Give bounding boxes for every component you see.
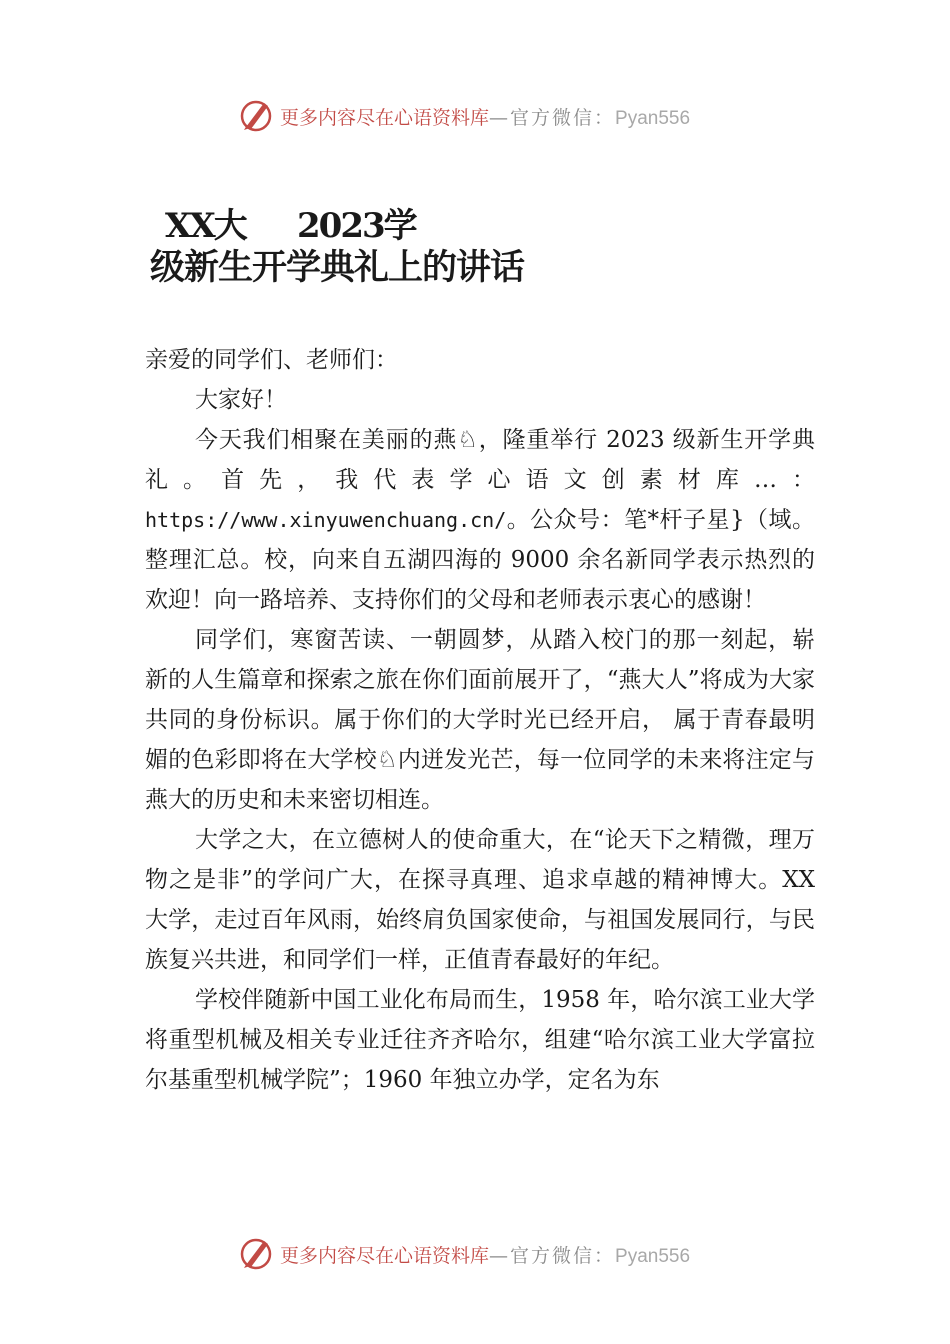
- paragraph-4: 学校伴随新中国工业化布局而生，1958 年，哈尔滨工业大学将重型机械及相关专业迁往齐齐哈尔，组建“哈尔滨工业大学富拉尔基重型机械学院”；1960 年独立办学，定名为东: [145, 987, 815, 1093]
- hello-line: 大家好！: [195, 387, 287, 413]
- footer-banner: [0, 1233, 950, 1273]
- header-banner: [0, 95, 950, 135]
- website-url: https://www.xinyuwenchuang.cn/: [145, 508, 507, 532]
- speech-body: [145, 340, 815, 1100]
- banner-text: [280, 1241, 690, 1268]
- banner-wechat-label: —官方微信：: [489, 1245, 616, 1267]
- paragraph-1: [145, 420, 815, 620]
- paragraph-1-text-a: 今天我们相聚在美丽的燕♘，隆重举行 2023 级新生开学典礼。首先，我代表学心语文创素材库…：: [145, 427, 815, 493]
- title-line-1-right: 2023学: [297, 206, 416, 246]
- title-line-1-left: XX大: [165, 206, 246, 246]
- pen-logo-icon: [238, 97, 274, 133]
- paragraph-3: 大学之大，在立德树人的使命重大，在“论天下之精微，理万物之是非”的学问广大，在探寻真理、追求卓越的精神博大。XX 大学，走过百年风雨，始终肩负国家使命，与祖国发展同行，与民族复兴共进，和同学们一样，正值青春最好的年纪。: [145, 827, 815, 973]
- banner-wechat-id: Pyan556: [615, 108, 691, 129]
- paragraph-2: 同学们，寒窗苦读、一朝圆梦，从踏入校门的那一刻起，崭新的人生篇章和探索之旅在你们面前展开了，“燕大人”将成为大家共同的身份标识。属于你们的大学时光已经开启， 属于青春最明媚的色彩即将在大学校♘内迸发光芒，每一位同学的未来将注定与燕大的历史和未来密切相连。: [145, 627, 815, 813]
- banner-wechat-id: Pyan556: [615, 1246, 691, 1267]
- paragraph-1-text-b: 。公众号：笔*杆子星}（域。整理汇总。校，向来自五湖四海的 9000 余名新同学表示热烈的欢迎！向一路培养、支持你们的父母和老师表示衷心的感谢！: [145, 507, 815, 613]
- title-line-2: 级新生开学典礼上的讲话: [150, 247, 525, 288]
- banner-text: [280, 103, 690, 130]
- banner-site-name: 更多内容尽在心语资料库: [280, 107, 490, 129]
- banner-site-name: 更多内容尽在心语资料库: [280, 1245, 490, 1267]
- banner-wechat-label: —官方微信：: [489, 107, 616, 129]
- greeting: 亲爱的同学们、老师们：: [145, 347, 398, 373]
- pen-logo-icon: [238, 1235, 274, 1271]
